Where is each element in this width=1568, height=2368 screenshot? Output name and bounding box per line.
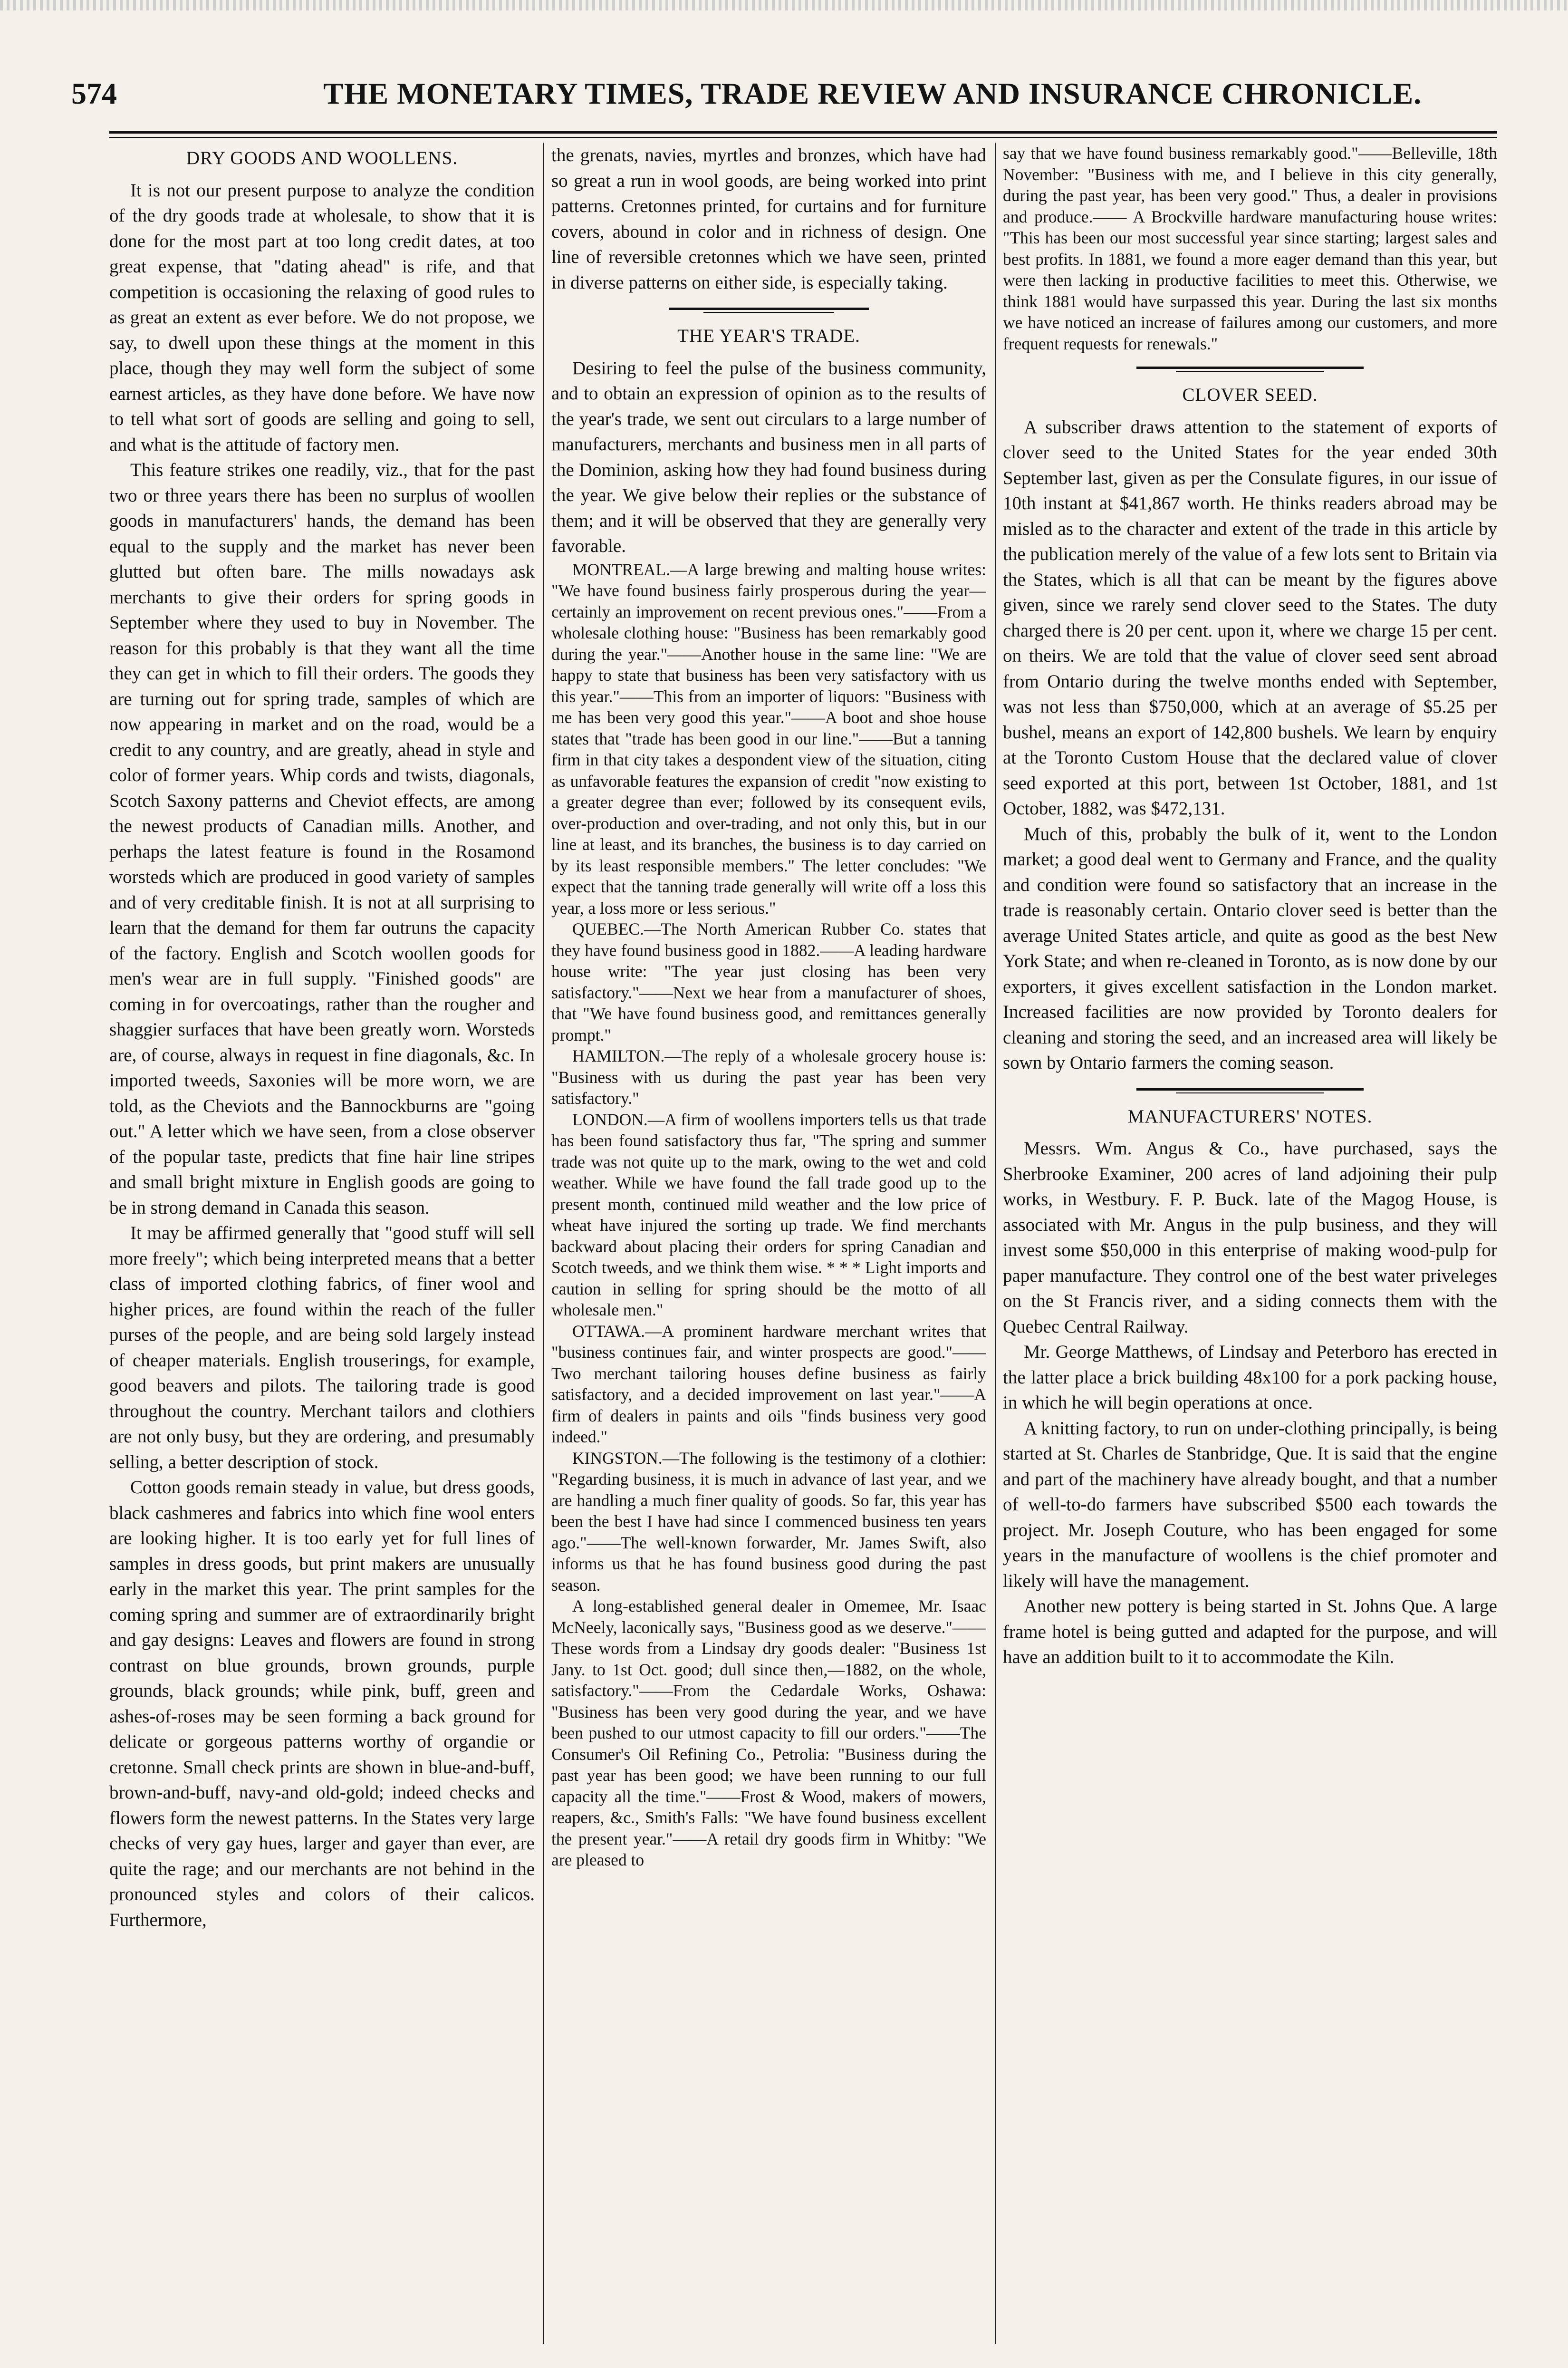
dry-goods-continuation: the grenats, navies, myrtles and bronzes, which have had so great a run in wool goods, are being worked into print patterns. Cretonnes printed, for curtains and for furniture covers, abound in color and in richness of design. One line of reversible cretonnes which we have seen, printed in diverse patterns on either side, is especially taking. bbox=[551, 145, 986, 293]
page-top-edge bbox=[0, 0, 1568, 10]
article-title-clover-seed: CLOVER SEED. bbox=[1182, 385, 1318, 405]
article-title-years-trade: THE YEAR'S TRADE. bbox=[677, 326, 860, 346]
clover-seed-paragraph: Much of this, probably the bulk of it, went to the London market; a good deal went to Germany and France, and the quality and condition were found so satisfactory that an increase in the trade is reasonably certain. Ontario clover seed is better than the average United States article, and quite as good as the best New York State; and when re-cleaned in Toronto, as is now done by our exporters, it gives excellent satisfaction in the London market. Increased facilities are now provided by Toronto dealers for cleaning and storing the seed, and an increased area will likely be sown by Ontario farmers the coming season. bbox=[1003, 823, 1497, 1073]
dry-goods-paragraph: It is not our present purpose to analyze the condition of the dry goods trade at wholesale, to show that it is done for the most part at too long credit dates, at too great expense, that "dating ahead" is rife, and that competition is occasioning the relaxing of good rules to as great an extent as ever before. We do not propose, we say, to dwell upon these things at the moment in this place, though they may well form the subject of some earnest articles, as they have done before. We have now to tell what sort of goods are selling and going to sell, and what is the attitude of factory men. bbox=[109, 180, 535, 455]
column-2 bbox=[551, 143, 986, 2349]
page-number: 574 bbox=[71, 77, 117, 110]
header-rule bbox=[109, 131, 1497, 134]
column-divider bbox=[543, 143, 544, 2344]
years-trade-paragraph: KINGSTON.—The following is the testimony of a clothier: "Regarding business, it is much in advance of last year, and we are handling a much finer quality of goods. So far, this year has been the best I have had since I commenced business ten years ago."——The well-known forwarder, Mr. James Swift, also informs us that he has found business good during the past season. bbox=[551, 1448, 986, 1595]
dry-goods-paragraph: Cotton goods remain steady in value, but dress goods, black cashmeres and fabrics into which fine wool enters are looking higher. It is too early yet for full lines of samples in dress goods, but print makers are unusually early in the market this year. The print samples for the coming spring and summer are of extraordinarily bright and gay designs: Leaves and flowers are found in strong contrast on blue grounds, brown grounds, purple grounds, black grounds; while pink, buff, green and ashes-of-roses may be seen forming a back ground for delicate or gorgeous patterns worthy of organdie or cretonne. Small check prints are shown in blue-and-buff, brown-and-buff, navy-and old-gold; indeed checks and flowers form the newest patterns. In the States very large checks of very gay hues, larger and gayer than ever, are quite the rage; and our merchants are not behind in the pronounced styles and colors of their calicos. Furthermore, bbox=[109, 1477, 535, 1930]
running-title: THE MONETARY TIMES, TRADE REVIEW AND INSURANCE CHRONICLE. bbox=[323, 77, 1422, 110]
years-trade-paragraph: MONTREAL.—A large brewing and malting house writes: "We have found business fairly prosperous during the year—certainly an improvement on recent previous ones."——From a wholesale clothing house: "Business has been remarkably good during the year."——Another house in the same line: "We are happy to state that business has been very satisfactory with us this year."——This from an importer of liquors: "Business with me has been very good this year."——A boot and shoe house states that "trade has been good in our line."——But a tanning firm in that city takes a despondent view of the situation, citing as unfavorable features the expansion of credit "now existing to a greater degree than ever; followed by its consequent evils, over-production and over-trading, and not only this, but in our line at least, and its branches, the business is to day carried on by its least responsible members." The letter concludes: "We expect that the tanning trade generally will write off a loss this year, a loss more or less serious." bbox=[551, 560, 986, 918]
years-trade-intro: Desiring to feel the pulse of the business community, and to obtain an expression of opinion as to the results of the year's trade, we sent out circulars to a large number of manufacturers, merchants and business men in all parts of the Dominion, asking how they had found business during the year. We give below their replies or the substance of them; and it will be observed that they are generally very favorable. bbox=[551, 358, 986, 556]
years-trade-paragraph: HAMILTON.—The reply of a wholesale grocery house is: "Business with us during the past year has been very satisfactory." bbox=[551, 1046, 986, 1108]
manufacturers-note: A knitting factory, to run on under-clothing principally, is being started at St. Charles de Stanbridge, Que. It is said that the engine and part of the machinery have already bought, and that a number of well-to-do farmers have subscribed $500 each towards the project. Mr. Joseph Couture, who has been engaged for some years in the manufacture of woollens is the chief promoter and likely will have the management. bbox=[1003, 1418, 1497, 1591]
years-trade-paragraph: LONDON.—A firm of woollens importers tells us that trade has been found satisfactory thus far, "The spring and summer trade was not quite up to the mark, owing to the wet and cold weather. While we have found the fall trade good up to the present month, continued mild weather and the low price of wheat have injured the sorting up trade. We find merchants backward about placing their orders for spring Canadian and Scotch tweeds, and we think them wise. * * * Light imports and caution in selling for spring should be the motto of all wholesale men." bbox=[551, 1110, 986, 1319]
years-trade-continuation: say that we have found business remarkably good."——Belleville, 18th November: "Business with me, and I believe in this city generally, during the past year, has been very good." Thus, a dealer in provisions and produce.—— A Brockville hardware manufacturing house writes: "This has been our most successful year since starting; largest sales and best profits. In 1881, we found a more eager demand than this year, but were then lacking in productive facilities to meet this. Otherwise, we think 1881 would have surpassed this year. During the last six months we have noticed an increase of failures among our customers, and more frequent requests for renewals." bbox=[1003, 144, 1497, 353]
clover-seed-paragraph: A subscriber draws attention to the statement of exports of clover seed to the United States for the year ended 30th September last, given as per the Consulate figures, in our issue of 10th instant at $41,867 worth. He thinks readers abroad may be misled as to the character and extent of the trade in this article by the publication merely of the value of a few lots sent to Britain via the States, which is all that can be meant by the figures above given, since we rarely send clover seed to the States. The duty charged there is 20 per cent. upon it, where we charge 15 per cent. on theirs. We are told that the value of clover seed sent abroad from Ontario during the twelve months ended with September, was not less than $750,000, which at an average of $5.25 per bushel, means an export of 142,800 bushels. We learn by enquiry at the Toronto Custom House that the declared value of clover seed exported at this port, between 1st October, 1881, and 1st October, 1882, was $472,131. bbox=[1003, 416, 1497, 819]
article-separator bbox=[669, 308, 869, 310]
years-trade-paragraph: A long-established general dealer in Omemee, Mr. Isaac McNeely, laconically says, "Business good as we deserve."——These words from a Lindsay dry goods dealer: "Business 1st Jany. to 1st Oct. good; dull since then,—1882, on the whole, satisfactory."——From the Cedardale Works, Oshawa: "Business has been very good during the year, and we have been pushed to our utmost capacity to fill our orders."——The Consumer's Oil Refining Co., Petrolia: "Business during the past year has been good; we have been running to our full capacity all the time."——Frost & Wood, makers of mowers, reapers, &c., Smith's Falls: "We have found business excellent the present year."——A retail dry goods firm in Whitby: "We are pleased to bbox=[551, 1596, 986, 1869]
dry-goods-paragraph: It may be affirmed generally that "good stuff will sell more freely"; which being interpreted means that a better class of imported clothing fabrics, of finer wool and higher prices, are found within the reach of the fuller purses of the people, and are being sold largely instead of cheaper materials. English trouserings, for example, good beavers and pilots. The tailoring trade is good throughout the country. Merchant tailors and clothiers are not only busy, but they are ordering, and presumably selling, a better description of stock. bbox=[109, 1223, 535, 1472]
article-title-manufacturers-notes: MANUFACTURERS' NOTES. bbox=[1127, 1106, 1373, 1127]
manufacturers-note: Mr. George Matthews, of Lindsay and Peterboro has erected in the latter place a brick building 48x100 for a pork packing house, in which he will begin operations at once. bbox=[1003, 1342, 1497, 1413]
column-divider bbox=[995, 143, 996, 2344]
manufacturers-note: Messrs. Wm. Angus & Co., have purchased, says the Sherbrooke Examiner, 200 acres of land adjoining their pulp works, in Westbury. F. P. Buck. late of the Magog House, is associated with Mr. Angus in the pulp business, and they will invest some $50,000 in this enterprise of making wood-pulp for paper manufacture. They control one of the best water priveleges on the St Francis river, and a siding connects them with the Quebec Central Railway. bbox=[1003, 1138, 1497, 1337]
article-separator-thin bbox=[1176, 1092, 1324, 1093]
dry-goods-paragraph: This feature strikes one readily, viz., that for the past two or three years there has been no surplus of woollen goods in manufacturers' hands, the demand has been equal to the supply and the market has never been glutted but often bare. The mills nowadays ask merchants to give their orders for spring goods in September where they used to buy in November. The reason for this probably is that they want all the time they can get in which to fill their orders. The goods they are turning out for spring trade, samples of which are now appearing in market and on the road, would be a credit to any country, and are greatly, ahead in style and color of former years. Whip cords and twists, diagonals, Scotch Saxony patterns and Cheviot effects, are among the newest products of Canadian mills. Another, and perhaps the latest feature is found in the Rosamond worsteds which are produced in good variety of samples and of very creditable finish. It is not at all surprising to learn that the demand for them far outruns the capacity of the factory. English and Scotch woollen goods for men's wear are in full supply. "Finished goods" are coming in for overcoatings, rather than the rougher and shaggier surfaces that have been greatly worn. Worsteds are, of course, always in request in fine diagonals, &c. In imported tweeds, Saxonies will be more worn, we are told, as the Cheviots and the Bannockburns are "going out." A letter which we have seen, from a close observer of the popular taste, predicts that fine hair line stripes and small bright mixture in English goods are going to be in strong demand in Canada this season. bbox=[109, 460, 535, 1218]
article-separator bbox=[1136, 1088, 1364, 1091]
article-separator-thin bbox=[1176, 371, 1324, 372]
years-trade-paragraph: QUEBEC.—The North American Rubber Co. states that they have found business good in 1882.——A leading hardware house write: "The year just closing has been very satisfactory."——Next we hear from a manufacturer of shoes, that "We have found business good, and remittances generally prompt." bbox=[551, 919, 986, 1044]
header-rule-thin bbox=[109, 137, 1497, 138]
column-1 bbox=[109, 143, 535, 2349]
manufacturers-note: Another new pottery is being started in St. Johns Que. A large frame hotel is being gutted and adapted for the purpose, and will have an addition built to it to accommodate the Kiln. bbox=[1003, 1596, 1497, 1667]
page-header bbox=[71, 76, 1497, 114]
years-trade-paragraph: OTTAWA.—A prominent hardware merchant writes that "business continues fair, and winter prospects are good."——Two merchant tailoring houses define business as fairly satisfactory, and a decided improvement on last year."——A firm of dealers in paints and oils "finds business very good indeed." bbox=[551, 1321, 986, 1446]
article-separator-thin bbox=[703, 312, 834, 313]
article-title-dry-goods: DRY GOODS AND WOOLLENS. bbox=[186, 148, 458, 168]
article-separator bbox=[1136, 367, 1364, 369]
column-3 bbox=[1003, 143, 1497, 2349]
